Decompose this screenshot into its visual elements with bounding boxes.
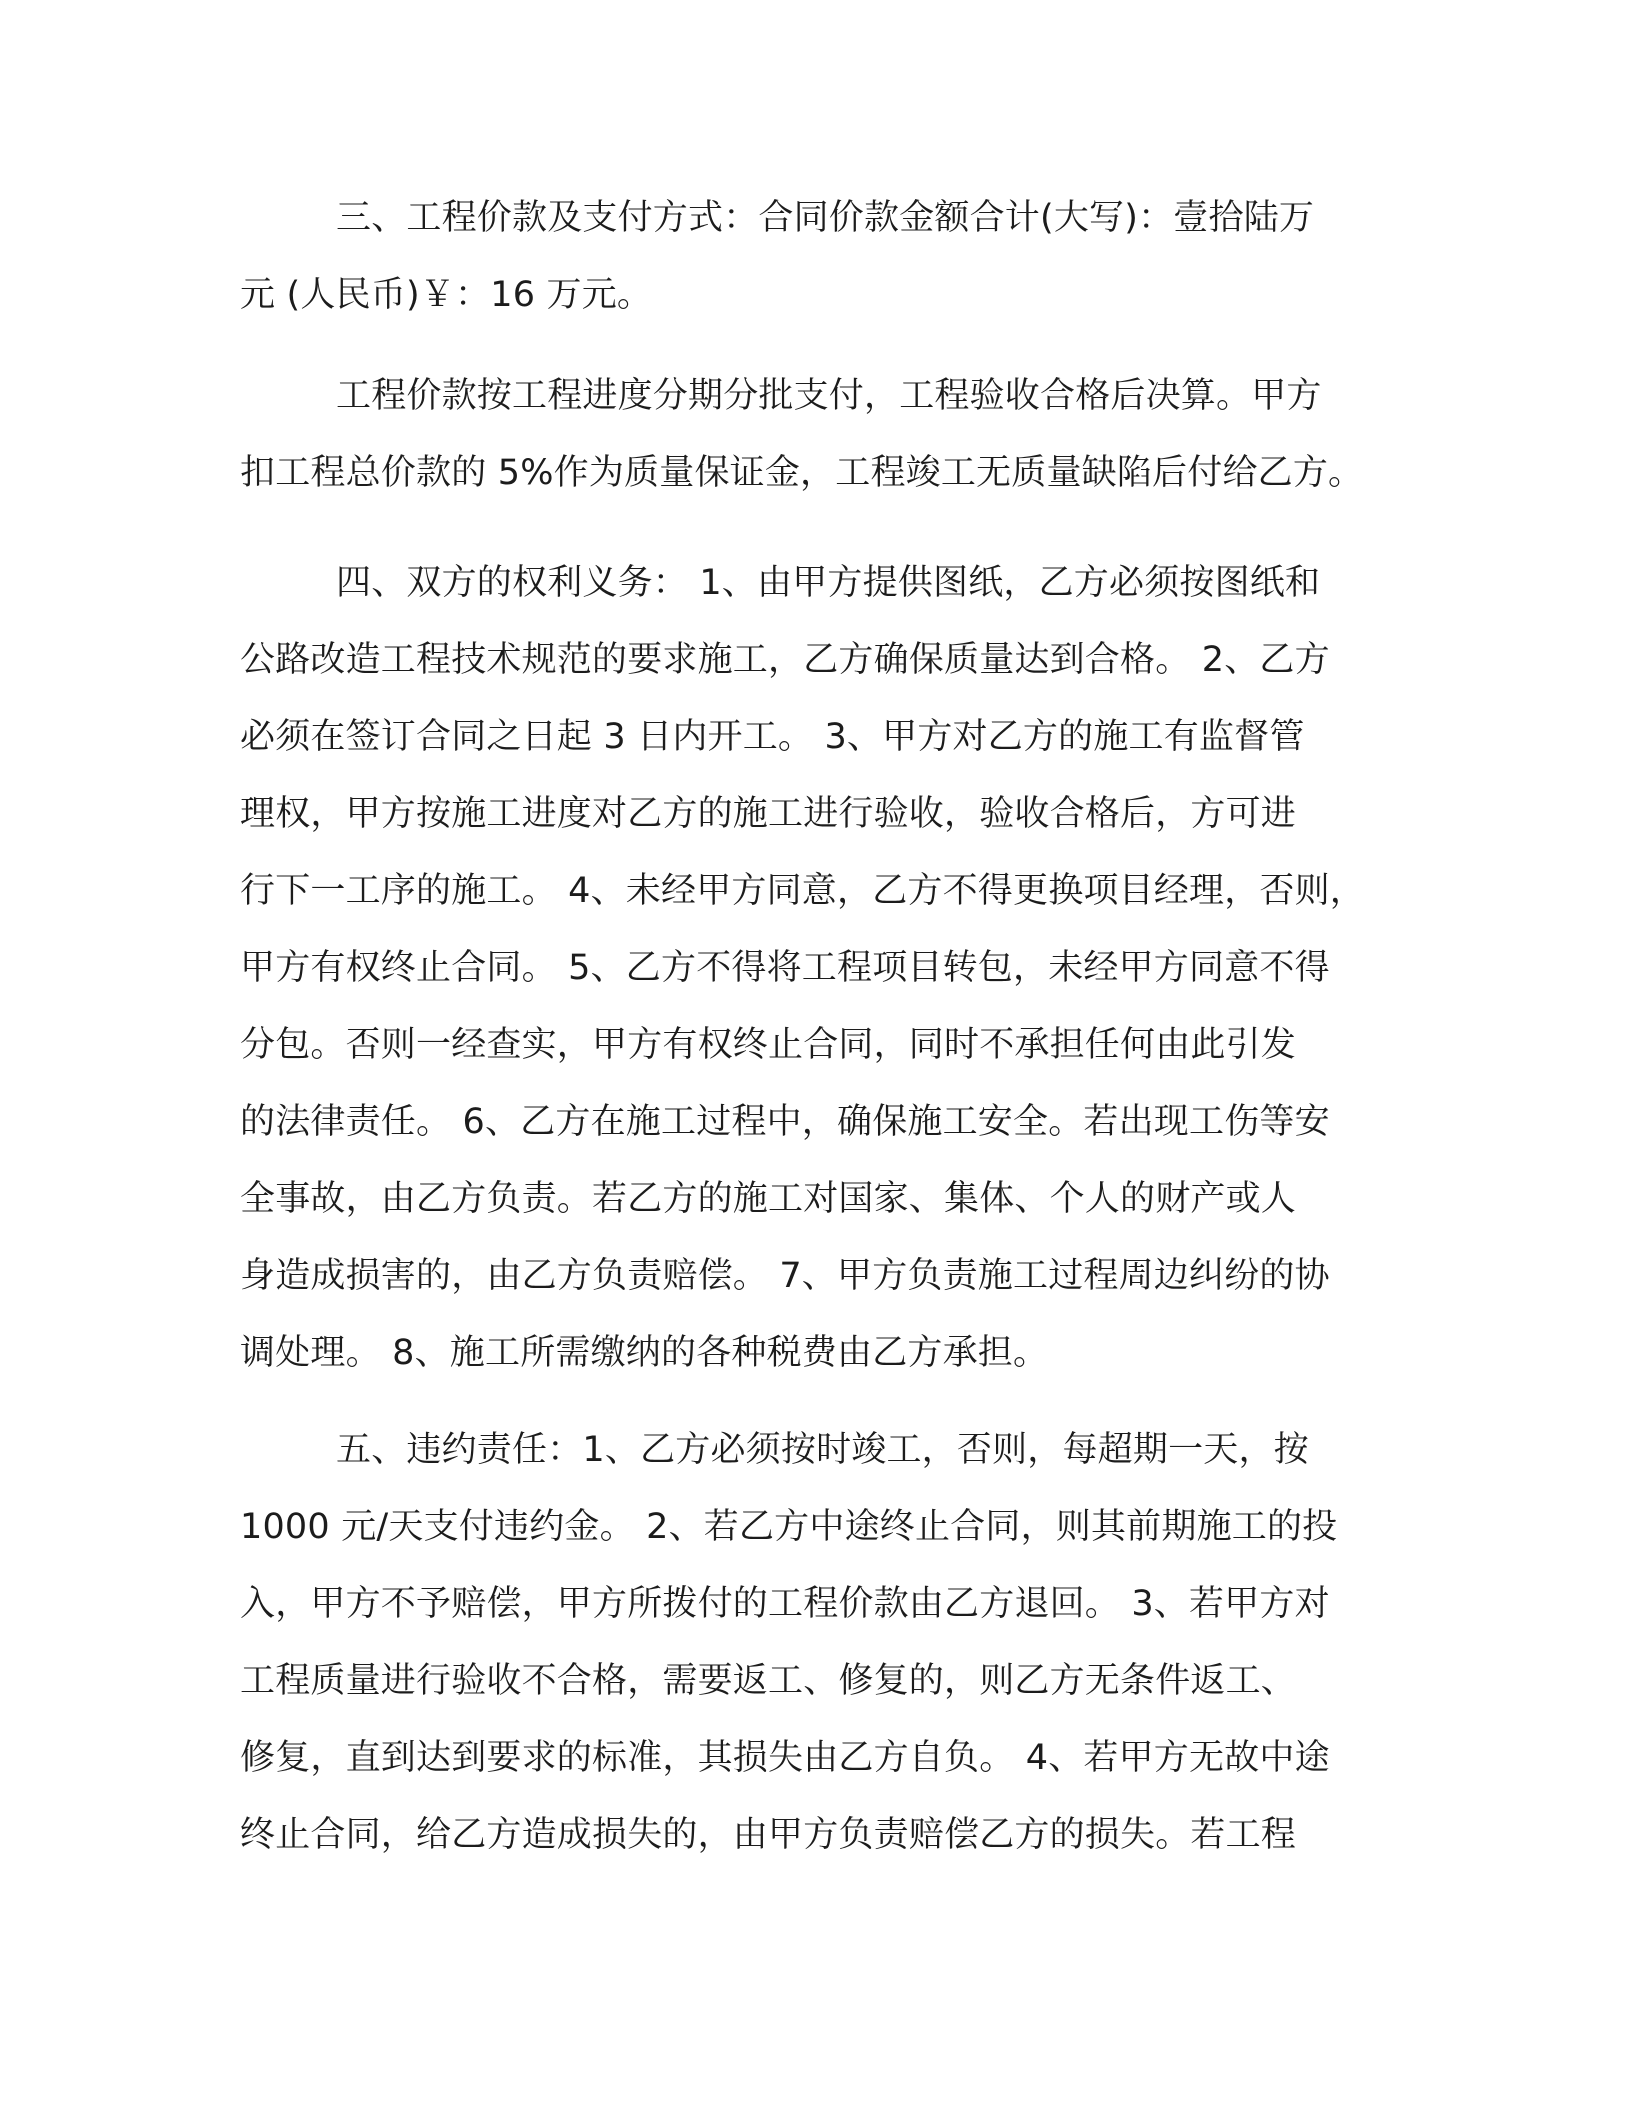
paragraph-rights-obligations: [240, 545, 1420, 1392]
text-line: 五、违约责任：1、乙方必须按时竣工，否则，每超期一天，按: [336, 1430, 1309, 1470]
text-line: 终止合同，给乙方造成损失的，由甲方负责赔偿乙方的损失。若工程: [240, 1815, 1297, 1855]
text-line: 调处理。 8、施工所需缴纳的各种税费由乙方承担。: [240, 1333, 1049, 1373]
text-line: 甲方有权终止合同。 5、乙方不得将工程项目转包，未经甲方同意不得: [240, 948, 1330, 988]
text-line: 全事故，由乙方负责。若乙方的施工对国家、集体、个人的财产或人: [240, 1179, 1297, 1219]
paragraph-payment-terms: [240, 180, 1420, 334]
text-line: 必须在签订合同之日起 3 日内开工。 3、甲方对乙方的施工有监督管: [240, 717, 1305, 757]
text-line: 工程价款按工程进度分期分批支付，工程验收合格后决算。甲方: [336, 376, 1322, 416]
text-line: 入，甲方不予赔偿，甲方所拨付的工程价款由乙方退回。 3、若甲方对: [240, 1584, 1330, 1624]
text-line: 1000 元/天支付违约金。 2、若乙方中途终止合同，则其前期施工的投: [240, 1507, 1338, 1547]
text-line: 四、双方的权利义务： 1、由甲方提供图纸，乙方必须按图纸和: [336, 563, 1321, 603]
text-line: 行下一工序的施工。 4、未经甲方同意，乙方不得更换项目经理，否则，: [240, 871, 1365, 911]
text-line: 元 (人民币)￥：16 万元。: [240, 275, 653, 315]
text-line: 工程质量进行验收不合格，需要返工、修复的，则乙方无条件返工、: [240, 1661, 1297, 1701]
text-line: 理权，甲方按施工进度对乙方的施工进行验收，验收合格后，方可进: [240, 794, 1297, 834]
text-line: 修复，直到达到要求的标准，其损失由乙方自负。 4、若甲方无故中途: [240, 1738, 1330, 1778]
text-line: 身造成损害的，由乙方负责赔偿。 7、甲方负责施工过程周边纠纷的协: [240, 1256, 1330, 1296]
text-line: 扣工程总价款的 5%作为质量保证金，工程竣工无质量缺陷后付给乙方。: [240, 453, 1364, 493]
paragraph-breach-liability: [240, 1412, 1420, 1874]
text-line: 分包。否则一经查实，甲方有权终止合同，同时不承担任何由此引发: [240, 1025, 1297, 1065]
text-line: 的法律责任。 6、乙方在施工过程中，确保施工安全。若出现工伤等安: [240, 1102, 1330, 1142]
text-line: 三、工程价款及支付方式：合同价款金额合计(大写)：壹拾陆万: [336, 198, 1315, 238]
paragraph-payment-schedule: [240, 358, 1420, 512]
text-line: 公路改造工程技术规范的要求施工，乙方确保质量达到合格。 2、乙方: [240, 640, 1330, 680]
